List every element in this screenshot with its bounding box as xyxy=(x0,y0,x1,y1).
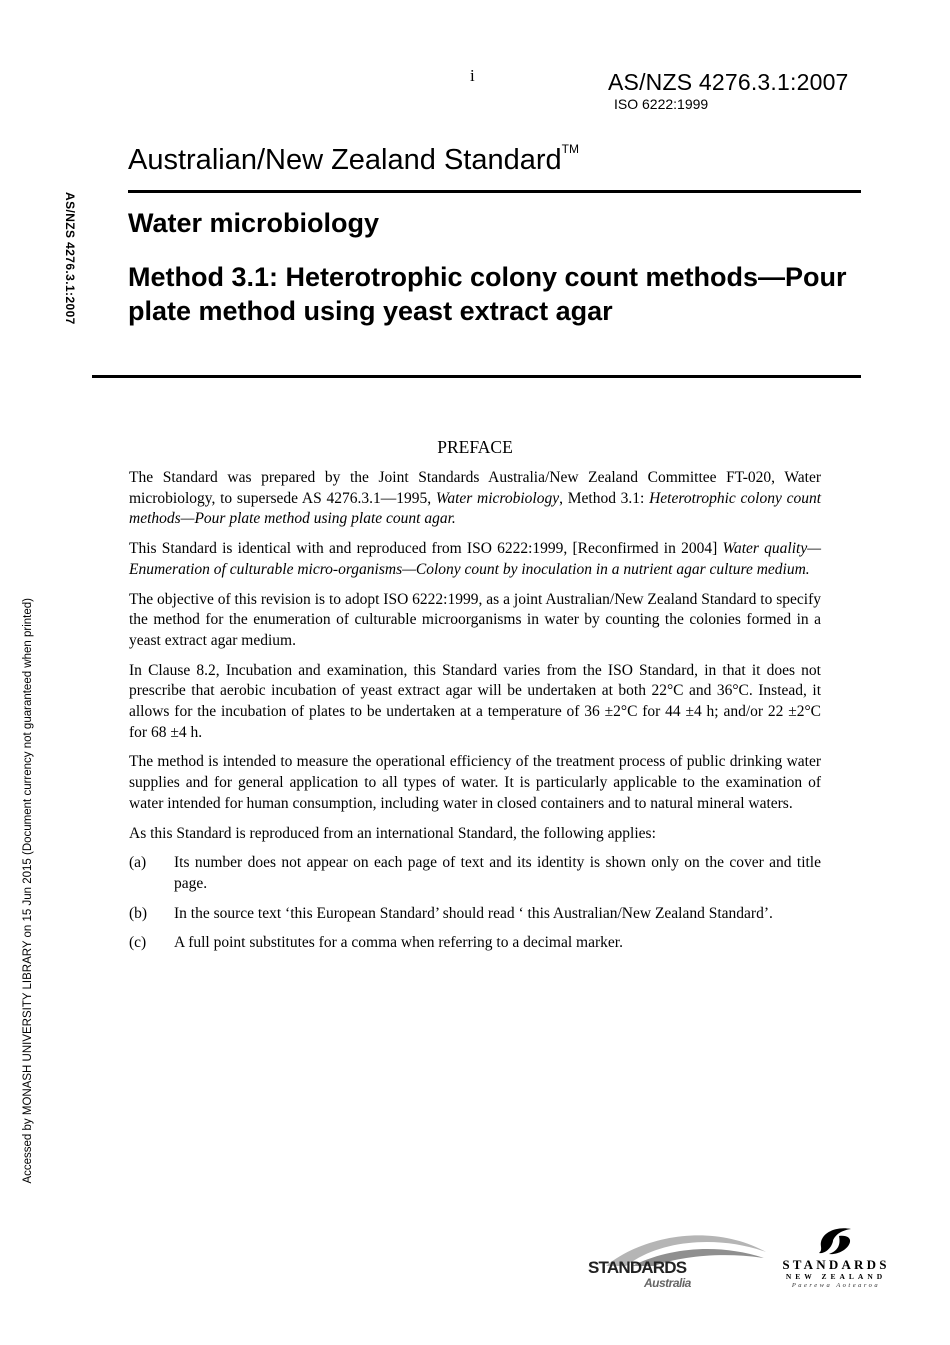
preface-paragraph: The objective of this revision is to adopt ISO 6222:1999, as a joint Australian/New Zealand Standard to specify the method for the enumeration of culturable microorganisms in water by counting the colonies formed in a yeast extract agar medium. xyxy=(129,590,821,649)
standards-nz-logo xyxy=(776,1226,896,1296)
standard-type-heading xyxy=(128,144,579,177)
bottom-rule xyxy=(92,375,861,378)
document-subtitle: Method 3.1: Heterotrophic colony count methods—Pour plate method using yeast extract agar xyxy=(128,262,847,326)
p2-text: This Standard is identical with and reproduced from ISO 6222:1999, [Reconfirmed in 2004] xyxy=(129,540,723,558)
p1-italic-subtitle: Heterotrophic colony count methods—Pour plate method using plate count agar. xyxy=(129,489,822,528)
standards-australia-name: STANDARDS xyxy=(588,1258,687,1277)
document-title: Water microbiology xyxy=(128,208,380,238)
trademark-mark: TM xyxy=(561,142,579,156)
iso-number: ISO 6222:1999 xyxy=(614,96,709,112)
list-text: Its number does not appear on each page of text and its identity is shown only on the cover and title page. xyxy=(174,854,821,892)
p2-italic-title: Water quality—Enumeration of culturable micro-organisms—Colony count by inoculation in a nutrient agar culture medium. xyxy=(129,540,821,578)
standards-nz-mark-icon xyxy=(817,1226,855,1256)
side-access-note: Accessed by MONASH UNIVERSITY LIBRARY on 15 Jun 2015 (Document currency not guaranteed when printed) xyxy=(22,598,34,1184)
preface-paragraph xyxy=(129,539,821,580)
list-item xyxy=(129,853,821,894)
list-text: A full point substitutes for a comma when referring to a decimal marker. xyxy=(174,934,623,952)
preface-heading: PREFACE xyxy=(437,437,513,457)
standards-nz-name: STANDARDS xyxy=(782,1257,890,1272)
side-standard-number: AS/NZS 4276.3.1:2007 xyxy=(63,192,77,325)
list-marker: (b) xyxy=(129,904,148,922)
list-item xyxy=(129,933,821,954)
standards-australia-country: Australia xyxy=(644,1276,691,1290)
list-marker: (c) xyxy=(129,934,147,952)
preface-paragraph: The method is intended to measure the operational efficiency of the treatment process of public drinking water supplies and for general application to all types of water. It is particularly applicable to the examination of water intended for human consumption, including water in closed containers and to natural mineral waters. xyxy=(129,753,821,812)
standards-nz-country: NEW ZEALAND xyxy=(785,1272,887,1281)
p1-text: The Standard was prepared by the Joint Standards Australia/New Zealand Committee FT-020, Water microbiology, to supersede AS 4276.3.1—1995, xyxy=(129,469,821,507)
p1-italic-title: Water microbiology xyxy=(435,489,560,507)
preface-paragraph xyxy=(129,468,821,530)
page-number: i xyxy=(470,66,475,85)
list-item xyxy=(129,904,821,925)
list-text: In the source text ‘this European Standard’ should read ‘ this Australian/New Zealand Standard’. xyxy=(174,904,773,922)
preface-body xyxy=(129,468,821,963)
list-marker: (a) xyxy=(129,854,147,872)
p1-mid: , Method 3.1: xyxy=(559,489,650,507)
standard-number: AS/NZS 4276.3.1:2007 xyxy=(608,69,849,95)
standards-australia-logo xyxy=(588,1228,768,1290)
standard-type-text: Australian/New Zealand Standard xyxy=(128,144,562,176)
preface-paragraph: As this Standard is reproduced from an international Standard, the following applies: xyxy=(129,824,656,842)
top-rule xyxy=(128,190,861,193)
standards-nz-maori-name: Paerewa Aotearoa xyxy=(791,1282,881,1289)
preface-paragraph: In Clause 8.2, Incubation and examination, this Standard varies from the ISO Standard, in that it does not prescribe that aerobic incubation of yeast extract agar will be undertaken at both 22°C and 36°C. Instead, it allows for the incubation of plates to be undertaken at a temperature of 36 ±2°C for 44 ±4 h; and/or 22 ±2°C for 68 ±4 h. xyxy=(129,661,821,741)
